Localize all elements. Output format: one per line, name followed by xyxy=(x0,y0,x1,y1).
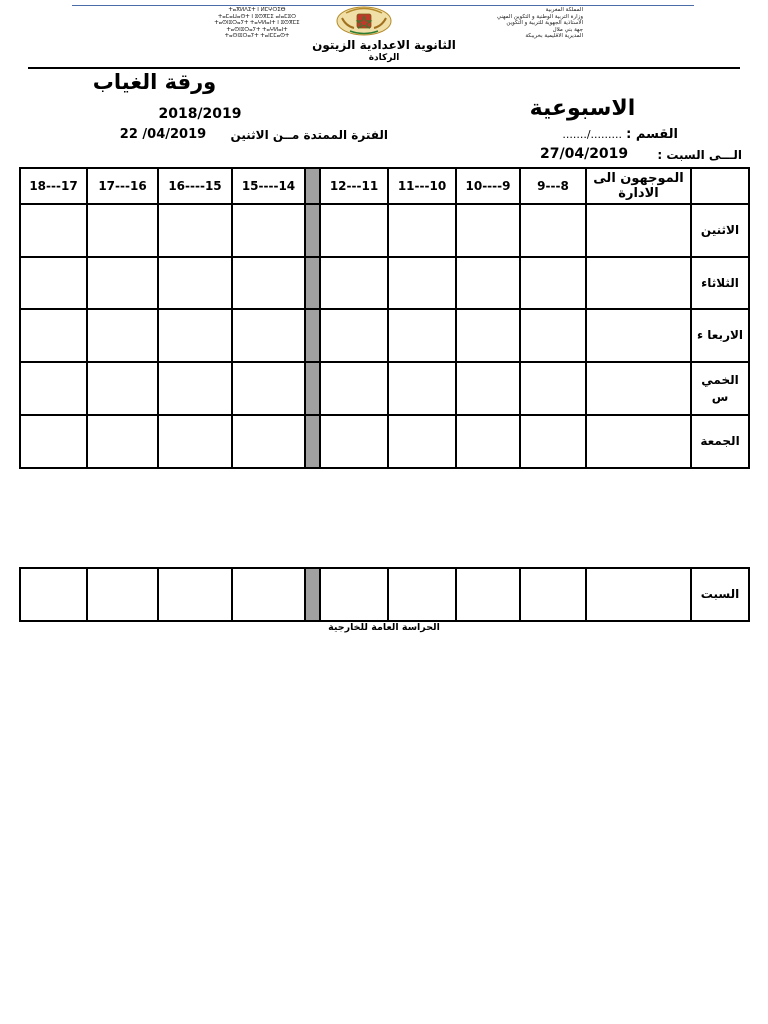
school-name: الثانوية الاعدادية الزيتون xyxy=(312,38,456,52)
day-header-empty xyxy=(691,168,749,204)
hour-header: 12---11 xyxy=(320,168,388,204)
absence-cell[interactable] xyxy=(456,362,520,415)
absence-cell[interactable] xyxy=(520,568,586,621)
directed-header: الموجهون الى الادارة xyxy=(586,168,691,204)
absence-cell[interactable] xyxy=(158,309,232,362)
day-label: الاثنين xyxy=(691,204,749,257)
tifinagh-letterhead xyxy=(172,7,342,40)
period-label: الفترة الممتدة مــن الاثنين xyxy=(230,128,388,142)
absence-cell[interactable] xyxy=(20,415,87,468)
hour-header: 15----14 xyxy=(232,168,305,204)
to-date: 27/04/2019 xyxy=(540,146,629,162)
absence-cell[interactable] xyxy=(20,362,87,415)
directed-cell[interactable] xyxy=(586,362,691,415)
absence-cell[interactable] xyxy=(232,204,305,257)
school-location: الركادة xyxy=(368,53,400,63)
directed-cell[interactable] xyxy=(586,257,691,309)
directed-cell[interactable] xyxy=(586,568,691,621)
hour-header: 18---17 xyxy=(20,168,87,204)
absence-cell[interactable] xyxy=(158,415,232,468)
absence-cell[interactable] xyxy=(87,415,158,468)
table-header-row xyxy=(20,168,749,204)
table-row xyxy=(20,362,749,415)
absence-cell[interactable] xyxy=(388,309,456,362)
absence-cell[interactable] xyxy=(388,204,456,257)
absence-cell[interactable] xyxy=(388,362,456,415)
lunch-separator xyxy=(305,568,320,621)
absence-cell[interactable] xyxy=(232,309,305,362)
absence-cell[interactable] xyxy=(320,309,388,362)
table-row xyxy=(20,568,749,621)
absence-cell[interactable] xyxy=(520,415,586,468)
lunch-separator xyxy=(305,257,320,309)
page-title: ورقة الغياب xyxy=(92,70,217,94)
absence-cell[interactable] xyxy=(158,568,232,621)
lunch-separator xyxy=(305,204,320,257)
table-row xyxy=(20,204,749,257)
hour-header: 10----9 xyxy=(456,168,520,204)
directed-cell[interactable] xyxy=(586,415,691,468)
directed-cell[interactable] xyxy=(586,204,691,257)
absence-cell[interactable] xyxy=(87,568,158,621)
absence-cell[interactable] xyxy=(20,204,87,257)
ministry-line: المملكة المغربية xyxy=(545,7,583,13)
absence-cell[interactable] xyxy=(158,257,232,309)
absence-cell[interactable] xyxy=(232,415,305,468)
absence-cell[interactable] xyxy=(520,362,586,415)
absence-cell[interactable] xyxy=(388,568,456,621)
lunch-separator xyxy=(305,415,320,468)
day-label: الخمي س xyxy=(691,362,749,415)
hour-header: 9---8 xyxy=(520,168,586,204)
class-value-field[interactable]: ......./......... xyxy=(562,128,622,141)
tifinagh-line: ⵜⴰⵙⵏⵓⵔⴰⵢⵜ ⵜⴰⵏⵎⵎⴰⵙⵜ xyxy=(224,33,290,39)
absence-cell[interactable] xyxy=(320,257,388,309)
absence-cell[interactable] xyxy=(87,257,158,309)
absence-cell[interactable] xyxy=(456,415,520,468)
tifinagh-line: ⵜⴰⵙⵏⵓⵔⴰⵢⵜ ⵜⴰⵖⵍⴰⵏⵜ xyxy=(226,26,288,33)
tifinagh-line: ⵜⴰⵙⵏⵓⵔⴰⵢⵜ ⵜⴰⵖⵍⴰⵏⵜ ⵏ ⵓⵙⴳⵎⵉ xyxy=(214,20,300,26)
absence-cell[interactable] xyxy=(20,309,87,362)
absence-cell[interactable] xyxy=(20,257,87,309)
header-divider xyxy=(28,67,740,69)
absence-cell[interactable] xyxy=(320,568,388,621)
absence-cell[interactable] xyxy=(320,362,388,415)
table-row xyxy=(20,309,749,362)
day-label: الجمعة xyxy=(691,415,749,468)
absence-cell[interactable] xyxy=(520,257,586,309)
hour-header: 11---10 xyxy=(388,168,456,204)
period-from-date: 22 /04/2019 xyxy=(119,127,207,142)
tifinagh-line: ⵜⴰⵎⴰⵡⴰⵙⵜ ⵏ ⵓⵙⴳⵎⵉ ⴰⵏⴰⵎⵓⵔ xyxy=(218,13,296,20)
lunch-separator xyxy=(305,362,320,415)
footer-signature: الحراسة العامة للخارجية xyxy=(328,622,440,633)
absence-cell[interactable] xyxy=(520,204,586,257)
hour-header: 17---16 xyxy=(87,168,158,204)
school-year: 2018/2019 xyxy=(158,106,242,122)
table-row xyxy=(20,415,749,468)
day-label: السبت xyxy=(691,568,749,621)
weekly-title: الاسبوعية xyxy=(529,96,636,121)
absence-cell[interactable] xyxy=(520,309,586,362)
lunch-separator xyxy=(305,168,320,204)
absence-cell[interactable] xyxy=(232,362,305,415)
to-label: الـــى السبت : xyxy=(657,148,742,162)
absence-cell[interactable] xyxy=(456,309,520,362)
absence-cell[interactable] xyxy=(456,204,520,257)
absence-cell[interactable] xyxy=(232,257,305,309)
moroccan-emblem-icon xyxy=(336,4,392,36)
absence-cell[interactable] xyxy=(388,415,456,468)
absence-cell[interactable] xyxy=(20,568,87,621)
absence-cell[interactable] xyxy=(87,204,158,257)
absence-cell[interactable] xyxy=(87,362,158,415)
class-label: القسم : xyxy=(626,127,678,142)
absence-cell[interactable] xyxy=(320,204,388,257)
ministry-line: جهة بني ملال xyxy=(552,26,583,33)
day-label: الثلاثاء xyxy=(691,257,749,309)
ministry-letterhead xyxy=(403,7,583,40)
lunch-separator xyxy=(305,309,320,362)
absence-cell[interactable] xyxy=(388,257,456,309)
tifinagh-line: ⵜⴰⴳⵍⴷⵉⵜ ⵏ ⵍⵎⵖⵔⵉⴱ xyxy=(228,7,286,13)
absence-cell[interactable] xyxy=(456,257,520,309)
absence-cell[interactable] xyxy=(320,415,388,468)
absence-cell[interactable] xyxy=(232,568,305,621)
hour-header: 16----15 xyxy=(158,168,232,204)
table-row xyxy=(20,257,749,309)
ministry-line: المديرية الاقليمية بخريبكة xyxy=(525,33,583,39)
absence-cell[interactable] xyxy=(87,309,158,362)
absence-cell[interactable] xyxy=(158,204,232,257)
ministry-line: الاستاذية الجهوية للتربية و التكوين xyxy=(506,20,583,26)
directed-cell[interactable] xyxy=(586,309,691,362)
day-label: الاربعا ء xyxy=(691,309,749,362)
absence-cell[interactable] xyxy=(158,362,232,415)
absence-table xyxy=(19,167,750,469)
saturday-table xyxy=(19,567,750,622)
absence-cell[interactable] xyxy=(456,568,520,621)
ministry-line: وزارة التربية الوطنية و التكوين المهني xyxy=(496,13,583,20)
